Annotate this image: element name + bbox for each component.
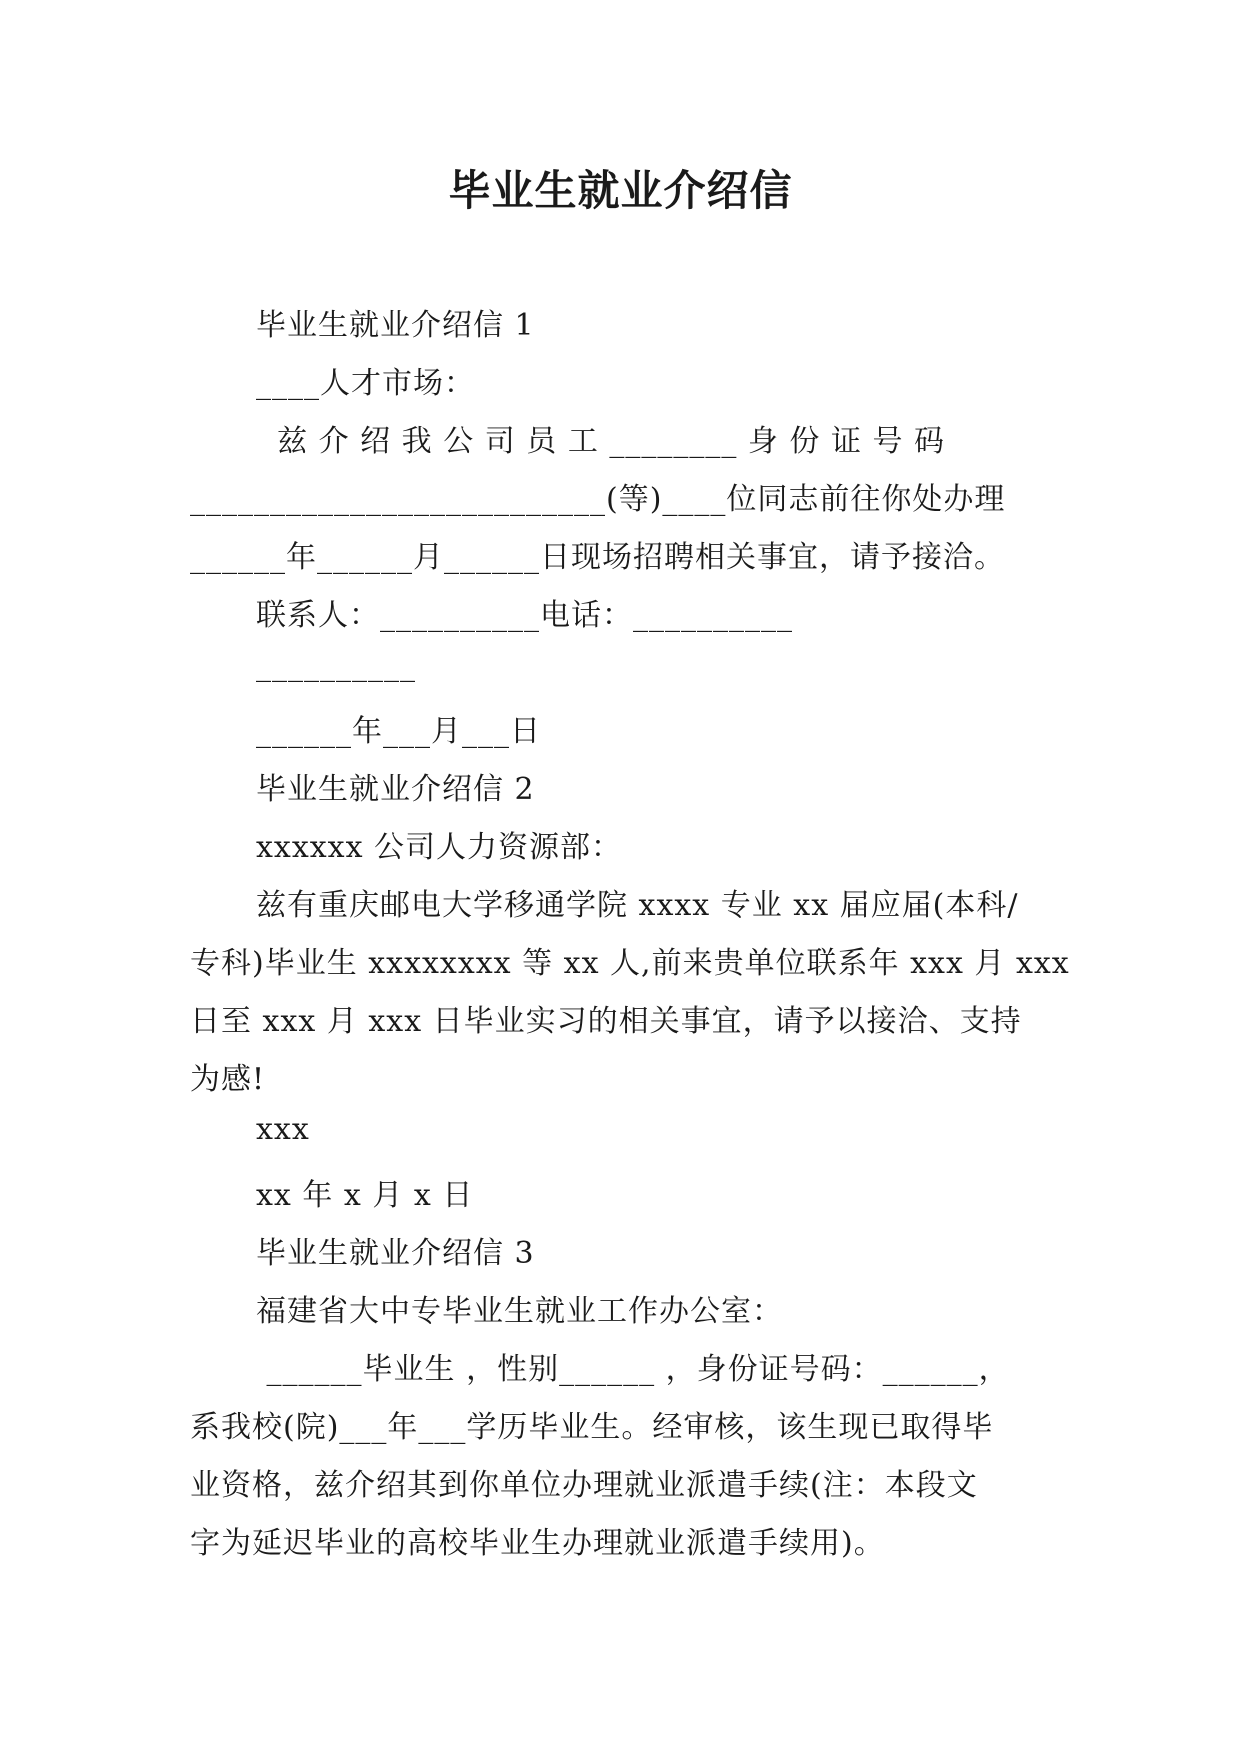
text-line: 日至 xxx 月 xxx 日毕业实习的相关事宜，请予以接洽、支持 — [190, 1004, 1022, 1039]
text-line: 福建省大中专毕业生就业工作办公室： — [256, 1294, 783, 1329]
document-title: 毕业生就业介绍信 — [448, 166, 793, 215]
text-line: __________________________(等)____位同志前往你处办理 — [190, 482, 1006, 517]
text-line: 兹有重庆邮电大学移通学院 xxxx 专业 xx 届应届(本科/ — [256, 888, 1019, 923]
text-line: 联系人：__________电话：__________ — [256, 598, 793, 633]
text-line: xxxxxx 公司人力资源部： — [256, 830, 623, 865]
text-line: ____人才市场： — [256, 366, 475, 401]
text-line: 业资格，兹介绍其到你单位办理就业派遣手续(注：本段文 — [190, 1468, 978, 1503]
text-line: ______年______月______日现场招聘相关事宜，请予接洽。 — [190, 540, 1005, 575]
text-line: 毕业生就业介绍信 3 — [256, 1236, 535, 1271]
text-line: ______年___月___日 — [256, 714, 541, 749]
text-line: xxx — [256, 1112, 310, 1147]
text-line: 兹 介 绍 我 公 司 员 工 ________ 身 份 证 号 码 — [256, 424, 946, 459]
text-line: xx 年 x 月 x 日 — [256, 1178, 474, 1213]
text-line: __________ — [256, 648, 416, 683]
text-line: 系我校(院)___年___学历毕业生。经审核，该生现已取得毕 — [190, 1410, 994, 1445]
text-line: 字为延迟毕业的高校毕业生办理就业派遣手续用)。 — [190, 1526, 885, 1561]
text-line: 专科)毕业生 xxxxxxxx 等 xx 人,前来贵单位联系年 xxx 月 xxx — [190, 946, 1070, 981]
text-line: 为感! — [190, 1062, 266, 1097]
text-line: ______毕业生 ，性别______ ，身份证号码：______， — [256, 1352, 1010, 1387]
text-line: 毕业生就业介绍信 2 — [256, 772, 535, 807]
text-line: 毕业生就业介绍信 1 — [256, 308, 535, 343]
